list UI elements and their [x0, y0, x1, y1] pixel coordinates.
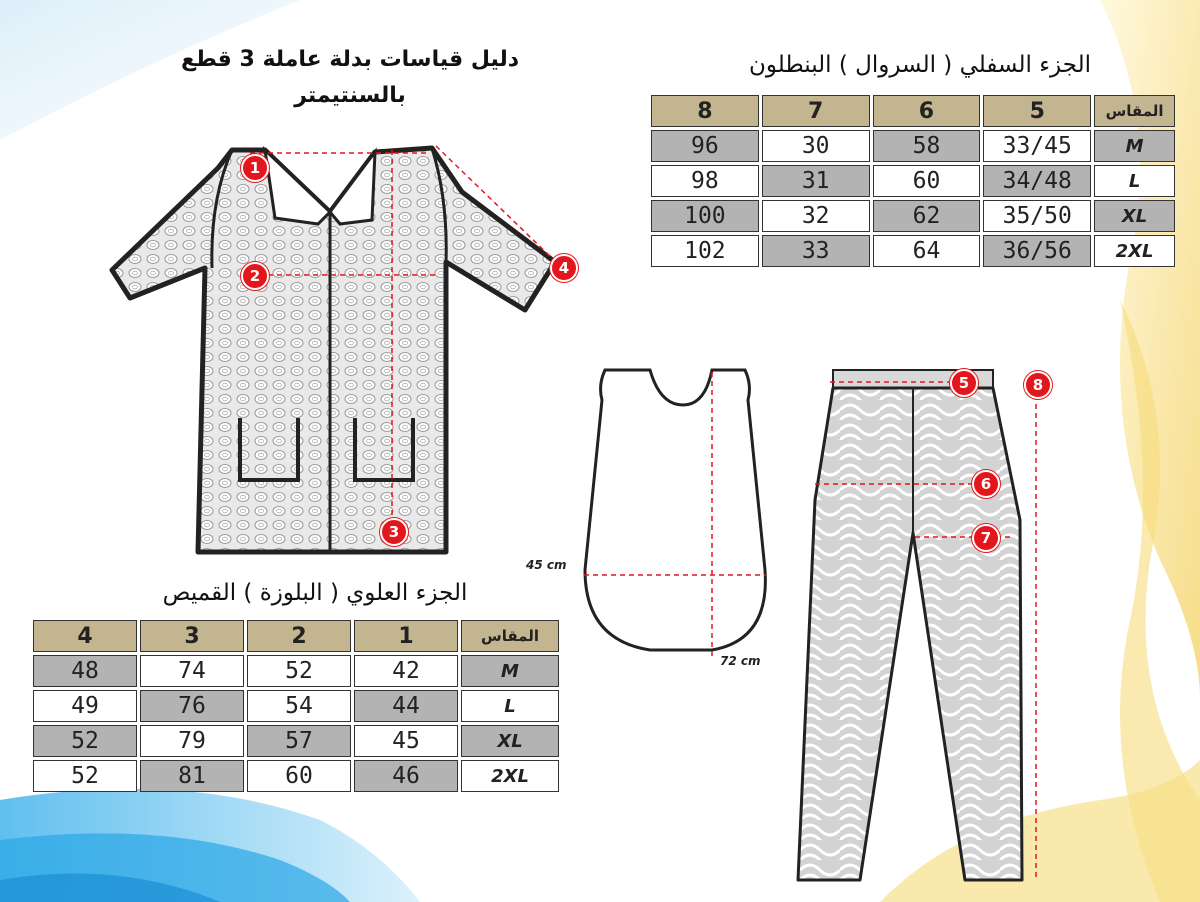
- table-cell: 33: [762, 235, 870, 267]
- table-cell: 45: [354, 725, 458, 757]
- table-cell: 52: [33, 725, 137, 757]
- header-cell: 3: [140, 620, 244, 652]
- apron-length-label: 72 cm: [720, 654, 761, 668]
- table-cell: 52: [247, 655, 351, 687]
- header-cell-size: المقاس: [1094, 95, 1175, 127]
- table-cell: 74: [140, 655, 244, 687]
- page-title: دليل قياسات بدلة عاملة 3 قطع بالسنتيمتر: [180, 47, 520, 108]
- header-cell-size: المقاس: [461, 620, 559, 652]
- table-cell: 79: [140, 725, 244, 757]
- table-cell: 100: [651, 200, 759, 232]
- table-cell: 76: [140, 690, 244, 722]
- table-cell: 102: [651, 235, 759, 267]
- marker-2: 2: [241, 262, 269, 290]
- header-cell: 2: [247, 620, 351, 652]
- table-cell: 46: [354, 760, 458, 792]
- table-cell: 49: [33, 690, 137, 722]
- table-cell: 31: [762, 165, 870, 197]
- table-cell: 34/48: [983, 165, 1091, 197]
- header-cell: 5: [983, 95, 1091, 127]
- pants-section-title: الجزء السفلي ( السروال ) البنطلون: [749, 52, 1091, 78]
- table-cell: 64: [873, 235, 981, 267]
- table-cell: 57: [247, 725, 351, 757]
- table-cell: 54: [247, 690, 351, 722]
- shirt-illustration: [112, 146, 556, 552]
- table-cell: 44: [354, 690, 458, 722]
- table-cell: 33/45: [983, 130, 1091, 162]
- table-cell: 58: [873, 130, 981, 162]
- apron-illustration: [584, 370, 766, 660]
- header-cell: 1: [354, 620, 458, 652]
- table-cell: 32: [762, 200, 870, 232]
- size-label-cell: L: [1094, 165, 1175, 197]
- table-cell: 48: [33, 655, 137, 687]
- size-label-cell: M: [461, 655, 559, 687]
- marker-5: 5: [950, 369, 978, 397]
- table-cell: 81: [140, 760, 244, 792]
- table-cell: 35/50: [983, 200, 1091, 232]
- table-cell: 52: [33, 760, 137, 792]
- table-cell: 60: [247, 760, 351, 792]
- table-cell: 42: [354, 655, 458, 687]
- header-cell: 7: [762, 95, 870, 127]
- header-cell: 4: [33, 620, 137, 652]
- marker-3: 3: [380, 518, 408, 546]
- table-cell: 36/56: [983, 235, 1091, 267]
- table-cell: 96: [651, 130, 759, 162]
- table-cell: 98: [651, 165, 759, 197]
- marker-4: 4: [550, 254, 578, 282]
- header-cell: 6: [873, 95, 981, 127]
- table-cell: 60: [873, 165, 981, 197]
- marker-6: 6: [972, 470, 1000, 498]
- pants-illustration: [798, 370, 1036, 880]
- header-cell: 8: [651, 95, 759, 127]
- size-label-cell: 2XL: [461, 760, 559, 792]
- table-cell: 30: [762, 130, 870, 162]
- marker-8: 8: [1024, 371, 1052, 399]
- marker-1: 1: [241, 154, 269, 182]
- size-label-cell: XL: [461, 725, 559, 757]
- table-cell: 62: [873, 200, 981, 232]
- size-label-cell: M: [1094, 130, 1175, 162]
- apron-width-label: 45 cm: [526, 558, 567, 572]
- size-label-cell: L: [461, 690, 559, 722]
- marker-7: 7: [972, 524, 1000, 552]
- shirt-section-title: الجزء العلوي ( البلوزة ) القميص: [162, 580, 468, 606]
- size-label-cell: 2XL: [1094, 235, 1175, 267]
- size-label-cell: XL: [1094, 200, 1175, 232]
